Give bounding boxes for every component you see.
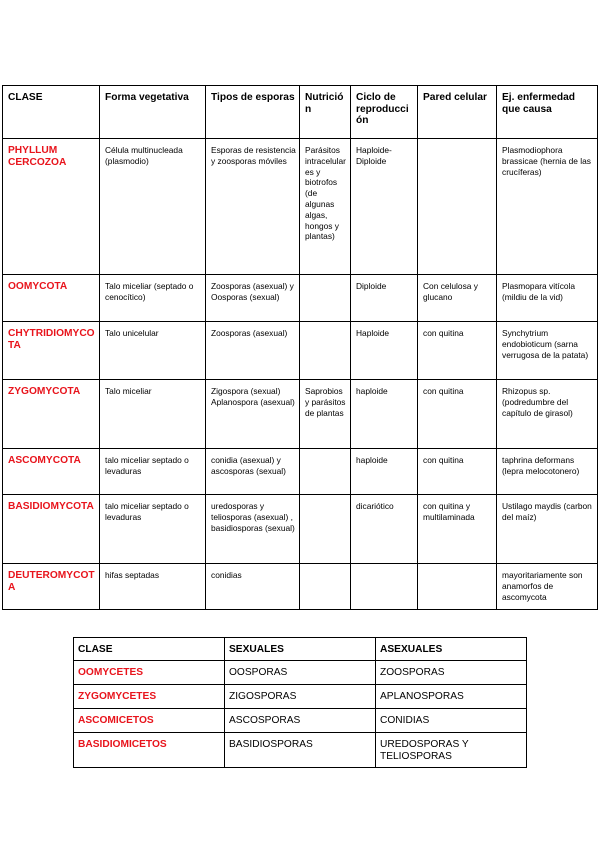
- cell-asexuales: UREDOSPORAS Y TELIOSPORAS: [376, 733, 527, 768]
- table-row: [74, 709, 527, 733]
- table-header-row: [3, 86, 598, 139]
- cell-forma-vegetativa: Talo miceliar (septado o cenocítico): [100, 275, 206, 322]
- cell-clase: DEUTEROMYCOTA: [3, 564, 100, 610]
- fungi-classification-table: [2, 85, 598, 610]
- table-row: [3, 564, 598, 610]
- cell-asexuales: APLANOSPORAS: [376, 685, 527, 709]
- header-tipos-esporas: Tipos de esporas: [206, 86, 300, 139]
- cell-forma-vegetativa: Talo unicelular: [100, 322, 206, 380]
- cell-nutricion: [300, 449, 351, 495]
- cell-tipos-esporas: conidia (asexual) y ascosporas (sexual): [206, 449, 300, 495]
- header-clase: CLASE: [74, 638, 225, 661]
- cell-forma-vegetativa: Talo miceliar: [100, 380, 206, 449]
- cell-ciclo-reproduccion: dicariótico: [351, 495, 418, 564]
- cell-ciclo-reproduccion: haploide: [351, 449, 418, 495]
- cell-nutricion: [300, 564, 351, 610]
- cell-tipos-esporas: conidias: [206, 564, 300, 610]
- header-nutricion: Nutrición: [300, 86, 351, 139]
- cell-nutricion: [300, 275, 351, 322]
- cell-pared-celular: con quitina: [418, 322, 497, 380]
- cell-ejemplo-enfermedad: taphrina deformans (lepra melocotonero): [497, 449, 598, 495]
- cell-nutricion: Saprobios y parásitos de plantas: [300, 380, 351, 449]
- table-row: [3, 380, 598, 449]
- cell-clase: ZYGOMYCETES: [74, 685, 225, 709]
- cell-nutricion: Parásitos intracelulares y biotrofos (de algunas algas, hongos y plantas): [300, 139, 351, 275]
- header-sexuales: SEXUALES: [225, 638, 376, 661]
- cell-pared-celular: con quitina: [418, 380, 497, 449]
- table-row: [3, 139, 598, 275]
- cell-sexuales: ASCOSPORAS: [225, 709, 376, 733]
- table-row: [74, 733, 527, 768]
- table-header-row: [74, 638, 527, 661]
- table-row: [3, 275, 598, 322]
- cell-ejemplo-enfermedad: Rhizopus sp. (podredumbre del capítulo de girasol): [497, 380, 598, 449]
- cell-ciclo-reproduccion: Haploide-Diploide: [351, 139, 418, 275]
- cell-pared-celular: con quitina y multilaminada: [418, 495, 497, 564]
- cell-forma-vegetativa: Célula multinucleada (plasmodio): [100, 139, 206, 275]
- cell-ciclo-reproduccion: haploide: [351, 380, 418, 449]
- cell-clase: ASCOMYCOTA: [3, 449, 100, 495]
- cell-tipos-esporas: Zoosporas (asexual) y Oosporas (sexual): [206, 275, 300, 322]
- spore-types-table: [73, 637, 527, 768]
- cell-tipos-esporas: Esporas de resistencia y zoosporas móviles: [206, 139, 300, 275]
- cell-tipos-esporas: Zoosporas (asexual): [206, 322, 300, 380]
- cell-sexuales: OOSPORAS: [225, 661, 376, 685]
- cell-ejemplo-enfermedad: Synchytrium endobioticum (sarna verrugosa de la patata): [497, 322, 598, 380]
- table-row: [3, 495, 598, 564]
- cell-nutricion: [300, 322, 351, 380]
- cell-forma-vegetativa: talo miceliar septado o levaduras: [100, 449, 206, 495]
- table-row: [3, 449, 598, 495]
- cell-sexuales: ZIGOSPORAS: [225, 685, 376, 709]
- cell-sexuales: BASIDIOSPORAS: [225, 733, 376, 768]
- cell-ejemplo-enfermedad: Plasmopara vitícola (mildiu de la vid): [497, 275, 598, 322]
- cell-ejemplo-enfermedad: Plasmodiophora brassicae (hernia de las crucíferas): [497, 139, 598, 275]
- table-row: [3, 322, 598, 380]
- cell-clase: ASCOMICETOS: [74, 709, 225, 733]
- cell-tipos-esporas: Zigospora (sexual) Aplanospora (asexual): [206, 380, 300, 449]
- cell-ejemplo-enfermedad: mayoritariamente son anamorfos de ascomycota: [497, 564, 598, 610]
- cell-pared-celular: [418, 139, 497, 275]
- header-ciclo-reproduccion: Ciclo de reproducción: [351, 86, 418, 139]
- header-pared-celular: Pared celular: [418, 86, 497, 139]
- header-asexuales: ASEXUALES: [376, 638, 527, 661]
- table-row: [74, 685, 527, 709]
- header-forma-vegetativa: Forma vegetativa: [100, 86, 206, 139]
- header-ejemplo-enfermedad: Ej. enfermedad que causa: [497, 86, 598, 139]
- cell-ciclo-reproduccion: Haploide: [351, 322, 418, 380]
- cell-tipos-esporas: uredosporas y teliosporas (asexual) , basidiosporas (sexual): [206, 495, 300, 564]
- cell-clase: BASIDIOMYCOTA: [3, 495, 100, 564]
- cell-asexuales: CONIDIAS: [376, 709, 527, 733]
- cell-clase: OOMYCETES: [74, 661, 225, 685]
- cell-pared-celular: Con celulosa y glucano: [418, 275, 497, 322]
- cell-ciclo-reproduccion: [351, 564, 418, 610]
- cell-forma-vegetativa: hifas septadas: [100, 564, 206, 610]
- cell-pared-celular: con quitina: [418, 449, 497, 495]
- cell-clase: PHYLLUM CERCOZOA: [3, 139, 100, 275]
- cell-forma-vegetativa: talo miceliar septado o levaduras: [100, 495, 206, 564]
- cell-nutricion: [300, 495, 351, 564]
- cell-pared-celular: [418, 564, 497, 610]
- cell-ejemplo-enfermedad: Ustilago maydis (carbon del maíz): [497, 495, 598, 564]
- cell-clase: BASIDIOMICETOS: [74, 733, 225, 768]
- cell-ciclo-reproduccion: Diploide: [351, 275, 418, 322]
- header-clase: CLASE: [3, 86, 100, 139]
- cell-clase: OOMYCOTA: [3, 275, 100, 322]
- cell-asexuales: ZOOSPORAS: [376, 661, 527, 685]
- cell-clase: ZYGOMYCOTA: [3, 380, 100, 449]
- table-row: [74, 661, 527, 685]
- cell-clase: CHYTRIDIOMYCOTA: [3, 322, 100, 380]
